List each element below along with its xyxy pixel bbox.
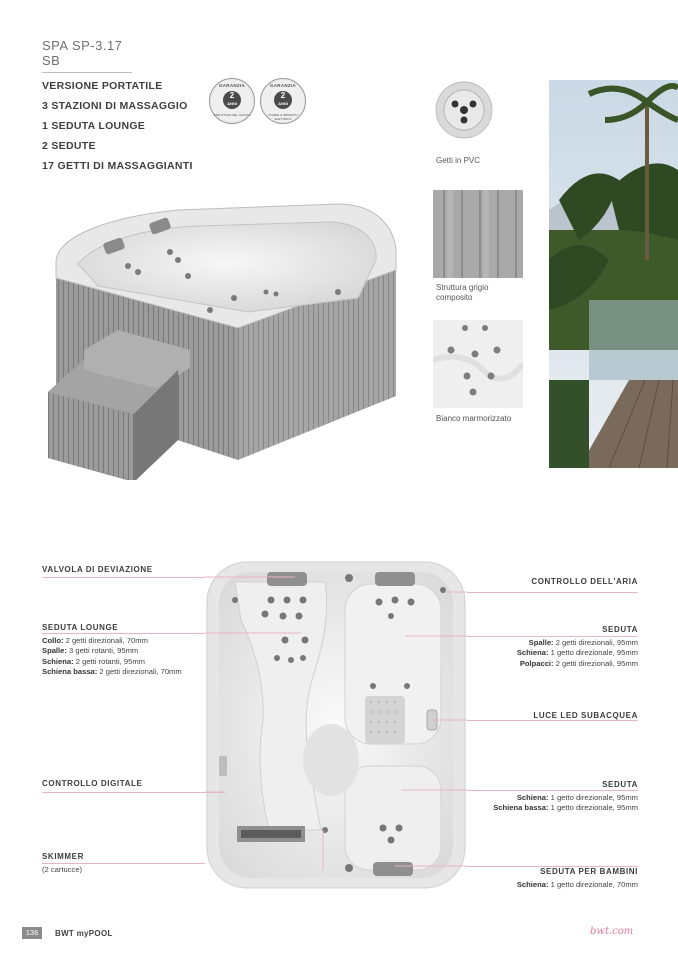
feature-item: 3 STAZIONI DI MASSAGGIO: [42, 100, 188, 112]
pvc-jet-thumbnail: [434, 80, 494, 148]
callout-skimmer: SKIMMER: [42, 852, 84, 861]
badge-bottom-text: POMPE & IMPIANTO ELETTRICO: [268, 113, 298, 121]
callout-led: LUCE LED SUBACQUEA: [533, 711, 638, 720]
seduta-1-details: Spalle: 2 getti direzionali, 95mm Schiena: 1 getto direzionale, 95mm Polpacci: 2 getti direzionali, 95mm: [516, 638, 638, 668]
callout-line: [467, 592, 638, 593]
callout-digitale: CONTROLLO DIGITALE: [42, 779, 143, 788]
callout-valvola: VALVOLA DI DEVIAZIONE: [42, 565, 153, 574]
seduta-2-details: Schiena: 1 getto direzionale, 95mm Schiena bassa: 1 getto direzionale, 95mm: [493, 793, 638, 813]
callout-seduta-1: SEDUTA: [602, 625, 638, 634]
feature-item: 1 SEDUTA LOUNGE: [42, 120, 146, 132]
badge-top-text: GARANZIA: [218, 83, 246, 88]
callout-line: [467, 790, 638, 791]
warranty-badge: [260, 78, 306, 124]
feature-item: 2 SEDUTE: [42, 140, 96, 152]
badge-bottom-text: STRUTTURA DEL GUSCIO: [213, 113, 251, 117]
callout-bambini: SEDUTA PER BAMBINI: [540, 867, 638, 876]
structure-caption: Struttura grigio composito: [436, 283, 489, 302]
callout-line: [467, 720, 638, 721]
badge-unit: ANNI: [227, 101, 237, 106]
badge-seal: [223, 91, 241, 109]
footer-brand: BWT myPOOL: [55, 929, 113, 938]
callout-line: [42, 633, 205, 634]
page-number: 136: [22, 927, 42, 939]
callout-lounge: SEDUTA LOUNGE: [42, 623, 119, 632]
callout-line: [467, 866, 638, 867]
jets-caption: Getti in PVC: [436, 156, 481, 165]
shell-caption: Bianco marmorizzato: [436, 414, 512, 423]
model-title: SPA SP-3.17 SB: [42, 38, 132, 73]
footer-logo: bwt.com: [590, 926, 634, 937]
callout-line: [42, 577, 205, 578]
callout-seduta-2: SEDUTA: [602, 780, 638, 789]
badge-value: 2: [229, 91, 235, 100]
warranty-badge: [209, 78, 255, 124]
callout-line: [42, 863, 205, 864]
spa-top-view-diagram: [205, 560, 467, 890]
shell-thumbnail: [433, 320, 523, 408]
callout-line: [467, 636, 638, 637]
bambini-details: Schiena: 1 getto direzionale, 70mm: [516, 880, 638, 889]
badge-top-text: GARANZIA: [269, 83, 297, 88]
lounge-details: Collo: 2 getti direzionali, 70mm Spalle: 3 getti rotanti, 95mm Schiena: 2 getti rotanti, 95mm Schiena bassa: 2 getti direzionali, 70mm: [42, 636, 182, 677]
spa-product-image: [38, 200, 408, 480]
callout-aria: CONTROLLO DELL'ARIA: [531, 577, 638, 586]
skimmer-sub: (2 cartucce): [42, 865, 83, 874]
badge-value: 2: [280, 91, 286, 100]
structure-thumbnail: [433, 190, 523, 278]
callout-line: [42, 792, 225, 793]
badge-unit: ANNI: [278, 101, 288, 106]
feature-item: VERSIONE PORTATILE: [42, 80, 163, 92]
lifestyle-photo: [549, 80, 678, 468]
feature-list: [42, 80, 193, 180]
feature-item: 17 GETTI DI MASSAGGIANTI: [42, 160, 193, 172]
badge-seal: [274, 91, 292, 109]
